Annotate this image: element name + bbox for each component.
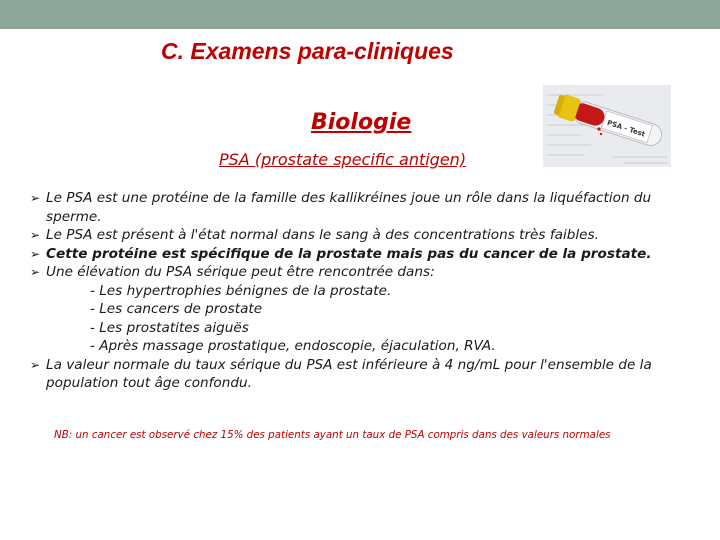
sub-list-item: - Les cancers de prostate <box>90 301 263 317</box>
top-bar <box>0 0 720 29</box>
sub-list-item: - Les prostatites aiguës <box>90 319 249 336</box>
psa-heading: PSA (prostate specific antigen) <box>219 150 467 169</box>
slide-title: C. Examens para-cliniques <box>161 38 454 64</box>
list-item: ➢ Le PSA est une protéine de la famille des kallikréines joue un rôle dans la liquéfaction du sperme. <box>30 190 652 225</box>
arrow-bullet-icon: ➢ <box>30 228 41 242</box>
psa-test-photo <box>543 85 671 167</box>
footnote: NB: un cancer est observé chez 15% des patients ayant un taux de PSA compris dans des valeurs normales <box>54 429 611 441</box>
list-item: ➢ Cette protéine est spécifique de la prostate mais pas du cancer de la prostate. <box>30 245 652 262</box>
list-item: ➢ La valeur normale du taux sérique du PSA est inférieure à 4 ng/mL pour l'ensemble de la population tout âge confondu. <box>30 356 652 391</box>
arrow-bullet-icon: ➢ <box>30 357 41 372</box>
tube-label: PSA - Test <box>605 118 647 139</box>
arrow-bullet-icon: ➢ <box>30 265 41 279</box>
sub-list-item: - Après massage prostatique, endoscopie, éjaculation, RVA. <box>90 338 496 354</box>
bullet-list <box>30 189 705 393</box>
section-subtitle: Biologie <box>311 110 412 135</box>
blood-test-tube-icon <box>543 85 671 167</box>
list-item: ➢ Le PSA est présent à l'état normal dans le sang à des concentrations très faibles. <box>30 227 599 243</box>
arrow-bullet-icon: ➢ <box>30 191 41 205</box>
arrow-bullet-icon: ➢ <box>30 246 41 261</box>
list-item: ➢ Une élévation du PSA sérique peut être rencontrée dans: - Les hypertrophies bénignes de la prostate. - Les cancers de prostate - Les prostatites aiguës - Après massage prostatique, endoscopie, éjaculation, RVA. <box>30 263 705 356</box>
sub-list-item: - Les hypertrophies bénignes de la prostate. <box>90 282 392 299</box>
